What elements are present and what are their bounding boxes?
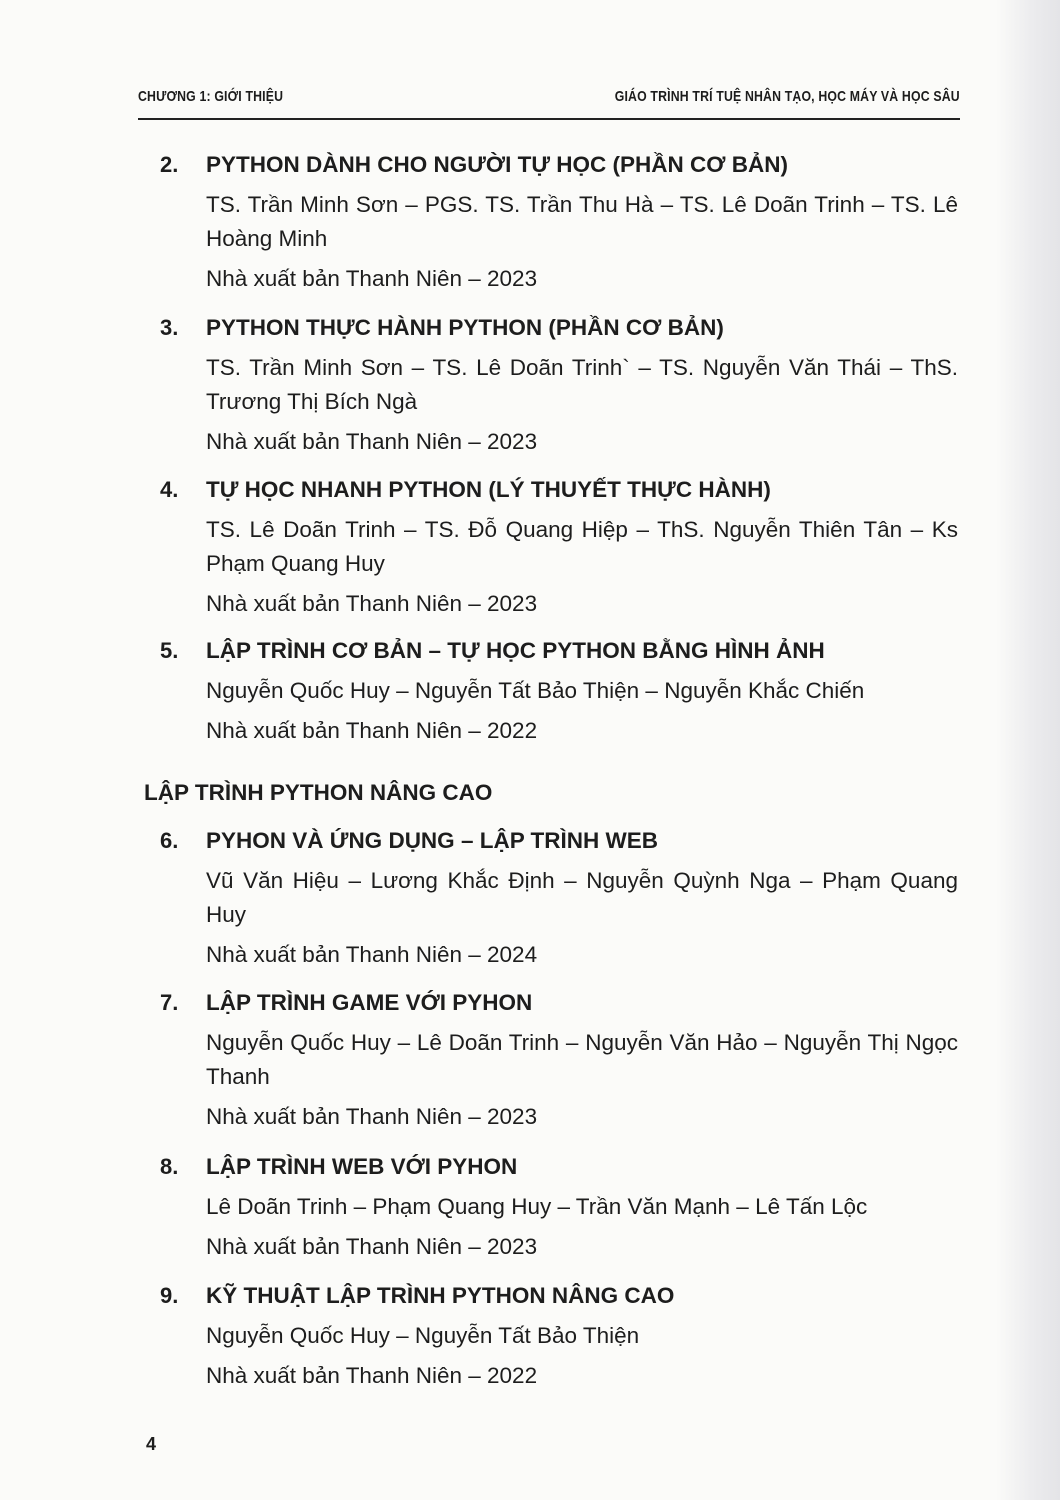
page-edge-shadow bbox=[996, 0, 1060, 1500]
book-title: PYTHON DÀNH CHO NGƯỜI TỰ HỌC (PHẦN CƠ BẢN) bbox=[206, 152, 788, 177]
book-number: 2. bbox=[160, 152, 179, 177]
book-number: 8. bbox=[160, 1154, 179, 1179]
book-number: 6. bbox=[160, 828, 179, 853]
book-publisher: Nhà xuất bản Thanh Niên – 2023 bbox=[206, 591, 538, 616]
book-authors: TS. Lê Doãn Trinh – TS. Đỗ Quang Hiệp – ThS. Nguyễn Thiên Tân – Ks Phạm Quang Huy bbox=[206, 517, 958, 576]
book-authors: Nguyễn Quốc Huy – Nguyễn Tất Bảo Thiện – Nguyễn Khắc Chiến bbox=[206, 678, 865, 703]
book-authors: Vũ Văn Hiệu – Lương Khắc Định – Nguyễn Quỳnh Nga – Phạm Quang Huy bbox=[206, 868, 958, 927]
chapter-label: CHƯƠNG 1: GIỚI THIỆU bbox=[138, 88, 284, 105]
book-authors: TS. Trần Minh Sơn – PGS. TS. Trần Thu Hà – TS. Lê Doãn Trinh – TS. Lê Hoàng Minh bbox=[206, 192, 958, 251]
running-header bbox=[138, 82, 960, 120]
book-number: 5. bbox=[160, 638, 179, 663]
book-authors: Nguyễn Quốc Huy – Nguyễn Tất Bảo Thiện bbox=[206, 1323, 640, 1348]
book-publisher: Nhà xuất bản Thanh Niên – 2023 bbox=[206, 429, 538, 454]
book-title: KỸ THUẬT LẬP TRÌNH PYTHON NÂNG CAO bbox=[206, 1283, 675, 1308]
book-number: 7. bbox=[160, 990, 179, 1015]
book-title: PYTHON THỰC HÀNH PYTHON (PHẦN CƠ BẢN) bbox=[206, 315, 724, 340]
book-authors: Nguyễn Quốc Huy – Lê Doãn Trinh – Nguyễn Văn Hảo – Nguyễn Thị Ngọc Thanh bbox=[206, 1030, 958, 1089]
book-publisher: Nhà xuất bản Thanh Niên – 2023 bbox=[206, 1104, 538, 1129]
book-title: LẬP TRÌNH WEB VỚI PYHON bbox=[206, 1154, 518, 1179]
book-title-label: GIÁO TRÌNH TRÍ TUỆ NHÂN TẠO, HỌC MÁY VÀ HỌC SÂU bbox=[614, 88, 960, 105]
book-number: 4. bbox=[160, 477, 179, 502]
book-title: LẬP TRÌNH CƠ BẢN – TỰ HỌC PYTHON BẰNG HÌNH ẢNH bbox=[206, 638, 825, 663]
book-title: PYHON VÀ ỨNG DỤNG – LẬP TRÌNH WEB bbox=[206, 828, 659, 853]
book-authors: TS. Trần Minh Sơn – TS. Lê Doãn Trinh` – TS. Nguyễn Văn Thái – ThS. Trương Thị Bích Ngà bbox=[206, 355, 958, 414]
book-number: 3. bbox=[160, 315, 179, 340]
section-heading: LẬP TRÌNH PYTHON NÂNG CAO bbox=[144, 780, 493, 805]
book-title: LẬP TRÌNH GAME VỚI PYHON bbox=[206, 990, 533, 1015]
book-number: 9. bbox=[160, 1283, 179, 1308]
book-publisher: Nhà xuất bản Thanh Niên – 2024 bbox=[206, 942, 538, 967]
book-authors: Lê Doãn Trinh – Phạm Quang Huy – Trần Văn Mạnh – Lê Tấn Lộc bbox=[206, 1194, 868, 1219]
book-publisher: Nhà xuất bản Thanh Niên – 2022 bbox=[206, 718, 538, 743]
book-publisher: Nhà xuất bản Thanh Niên – 2023 bbox=[206, 266, 538, 291]
book-publisher: Nhà xuất bản Thanh Niên – 2022 bbox=[206, 1363, 538, 1388]
page-number: 4 bbox=[146, 1434, 157, 1454]
book-title: TỰ HỌC NHANH PYTHON (LÝ THUYẾT THỰC HÀNH) bbox=[206, 477, 771, 502]
book-publisher: Nhà xuất bản Thanh Niên – 2023 bbox=[206, 1234, 538, 1259]
